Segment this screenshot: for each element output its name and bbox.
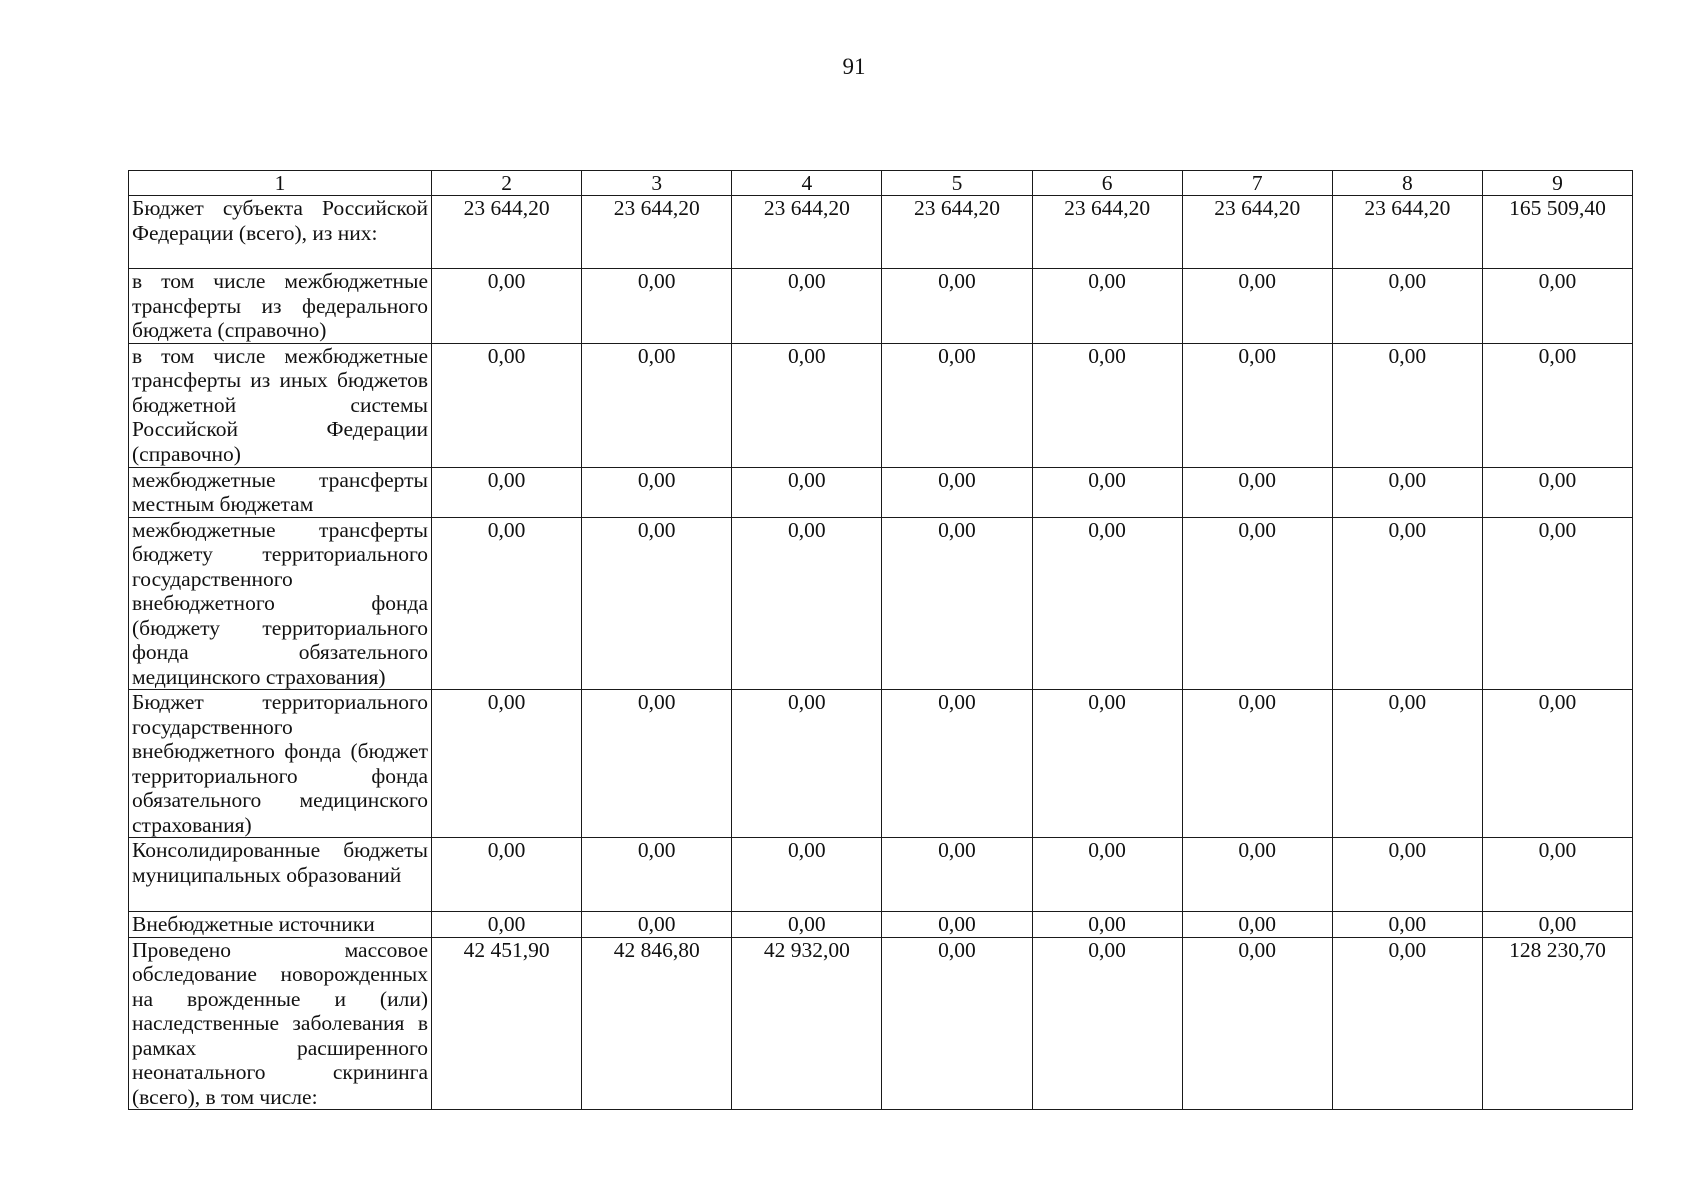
cell-value: 0,00 [882, 517, 1032, 690]
cell-value: 0,00 [432, 517, 582, 690]
cell-value: 0,00 [1182, 937, 1332, 1110]
cell-value: 0,00 [1332, 690, 1482, 838]
cell-value: 0,00 [732, 912, 882, 938]
cell-value: 0,00 [1482, 690, 1632, 838]
cell-value: 0,00 [732, 838, 882, 912]
cell-value: 0,00 [1182, 343, 1332, 467]
cell-value: 0,00 [732, 343, 882, 467]
row-label: Бюджет территориального государственного внебюджетного фонда (бюджет территориального фонда обязательного медицинского страхования) [129, 690, 432, 838]
cell-value: 0,00 [582, 690, 732, 838]
cell-value: 0,00 [1032, 343, 1182, 467]
column-header: 8 [1332, 171, 1482, 196]
table-row [129, 343, 1633, 467]
column-header: 9 [1482, 171, 1632, 196]
cell-value: 128 230,70 [1482, 937, 1632, 1110]
cell-value: 0,00 [1182, 467, 1332, 517]
cell-value: 0,00 [1182, 912, 1332, 938]
cell-value: 0,00 [1032, 912, 1182, 938]
cell-value: 0,00 [1032, 937, 1182, 1110]
cell-value: 0,00 [732, 517, 882, 690]
cell-value: 23 644,20 [1032, 196, 1182, 269]
row-label: Проведено массовое обследование новорожденных на врожденные и (или) наследственные заболевания в рамках расширенного неонатального скрининга (всего), в том числе: [129, 937, 432, 1110]
cell-value: 0,00 [882, 912, 1032, 938]
cell-value: 0,00 [1482, 912, 1632, 938]
cell-value: 0,00 [1182, 838, 1332, 912]
cell-value: 0,00 [1032, 690, 1182, 838]
cell-value: 0,00 [1332, 467, 1482, 517]
cell-value: 0,00 [1032, 517, 1182, 690]
cell-value: 0,00 [732, 467, 882, 517]
header-row [129, 171, 1633, 196]
page-number: 91 [842, 54, 866, 79]
cell-value: 0,00 [582, 838, 732, 912]
cell-value: 0,00 [582, 467, 732, 517]
row-label: в том числе межбюджетные трансферты из иных бюджетов бюджетной системы Российской Федерации (справочно) [129, 343, 432, 467]
cell-value: 0,00 [582, 343, 732, 467]
cell-value: 0,00 [582, 912, 732, 938]
cell-value: 0,00 [432, 912, 582, 938]
column-header: 4 [732, 171, 882, 196]
cell-value: 0,00 [1032, 269, 1182, 344]
cell-value: 42 932,00 [732, 937, 882, 1110]
cell-value: 0,00 [1182, 269, 1332, 344]
cell-value: 23 644,20 [1332, 196, 1482, 269]
cell-value: 0,00 [432, 343, 582, 467]
cell-value: 0,00 [432, 690, 582, 838]
cell-value: 0,00 [1482, 467, 1632, 517]
column-header: 2 [432, 171, 582, 196]
cell-value: 0,00 [1482, 517, 1632, 690]
table-row [129, 937, 1633, 1110]
cell-value: 0,00 [882, 838, 1032, 912]
cell-value: 0,00 [882, 467, 1032, 517]
cell-value: 0,00 [582, 269, 732, 344]
cell-value: 0,00 [1332, 937, 1482, 1110]
cell-value: 0,00 [1332, 343, 1482, 467]
cell-value: 0,00 [1182, 517, 1332, 690]
cell-value: 0,00 [432, 467, 582, 517]
table-row [129, 517, 1633, 690]
cell-value: 165 509,40 [1482, 196, 1632, 269]
cell-value: 0,00 [1332, 838, 1482, 912]
cell-value: 23 644,20 [582, 196, 732, 269]
table-row [129, 467, 1633, 517]
cell-value: 0,00 [1332, 912, 1482, 938]
cell-value: 23 644,20 [882, 196, 1032, 269]
cell-value: 0,00 [1482, 269, 1632, 344]
table-row [129, 838, 1633, 912]
cell-value: 0,00 [1482, 838, 1632, 912]
cell-value: 0,00 [882, 269, 1032, 344]
cell-value: 0,00 [582, 517, 732, 690]
cell-value: 23 644,20 [732, 196, 882, 269]
budget-table [128, 170, 1633, 1110]
row-label: в том числе межбюджетные трансферты из федерального бюджета (справочно) [129, 269, 432, 344]
cell-value: 0,00 [882, 690, 1032, 838]
cell-value: 23 644,20 [432, 196, 582, 269]
row-label: Консолидированные бюджеты муниципальных образований [129, 838, 432, 912]
cell-value: 0,00 [732, 269, 882, 344]
cell-value: 0,00 [432, 269, 582, 344]
column-header: 5 [882, 171, 1032, 196]
row-label: Внебюджетные источники [129, 912, 432, 938]
column-header: 6 [1032, 171, 1182, 196]
cell-value: 0,00 [1032, 838, 1182, 912]
column-header: 7 [1182, 171, 1332, 196]
column-header: 1 [129, 171, 432, 196]
cell-value: 0,00 [732, 690, 882, 838]
cell-value: 0,00 [1482, 343, 1632, 467]
cell-value: 0,00 [1332, 517, 1482, 690]
table-row [129, 690, 1633, 838]
cell-value: 0,00 [1332, 269, 1482, 344]
cell-value: 0,00 [1182, 690, 1332, 838]
row-label: межбюджетные трансферты бюджету территориального государственного внебюджетного фонда (бюджету территориального фонда обязательного медицинского страхования) [129, 517, 432, 690]
column-header: 3 [582, 171, 732, 196]
cell-value: 0,00 [1032, 467, 1182, 517]
cell-value: 0,00 [882, 343, 1032, 467]
cell-value: 0,00 [432, 838, 582, 912]
row-label: межбюджетные трансферты местным бюджетам [129, 467, 432, 517]
table-row [129, 196, 1633, 269]
table-row [129, 912, 1633, 938]
cell-value: 23 644,20 [1182, 196, 1332, 269]
cell-value: 42 451,90 [432, 937, 582, 1110]
cell-value: 0,00 [882, 937, 1032, 1110]
row-label: Бюджет субъекта Российской Федерации (всего), из них: [129, 196, 432, 269]
table-row [129, 269, 1633, 344]
cell-value: 42 846,80 [582, 937, 732, 1110]
